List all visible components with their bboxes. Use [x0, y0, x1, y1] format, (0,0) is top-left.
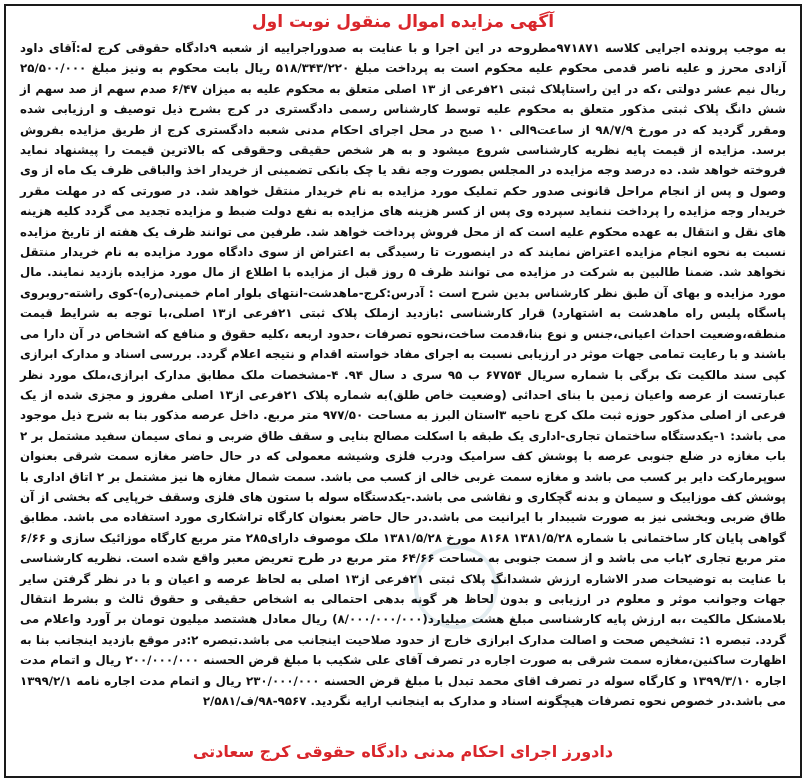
- notice-frame: [4, 4, 802, 778]
- notice-body: به موجب پرونده اجرایی کلاسه ۹۷۱۸۷۱مطروحه در این اجرا و با عنایت به صدوراجراییه از شعبه ۹دادگاه حقوقی کرج له:آقای داود آزادی محرز و علیه ناصر قدمی محکوم علیه محکوم است به پرداخت مبلغ ۵۱۸/۳۴۳/۲۲۰ ریال بابت محکوم به ونیز مبلغ ۲۵/۵۰۰/۰۰۰ ریال نیم عشر دولتی ،که در این راستاپلاک ثبتی ۲۱فرعی از ۱۳ اصلی متعلق به محکوم علیه به میزان ۶/۴۷ صدم سهم از صد سهم از شش دانگ پلاک ثبتی مذکور متعلق به محکوم علیه توسط کارشناس رسمی دادگستری در کرج بشرح ذیل توصیف و ارزیابی شده ومقرر گردید که در مورخ ۹۸/۷/۹ از ساعت۹الی ۱۰ صبح در محل اجرای احکام مدنی شعبه دادگستری کرج از طریق مزایده بفروش برسد. مزایده از قیمت پایه نظریه کارشناسی شروع میشود و به هر شخص حقیقی وحقوقی که بالاترین قیمت را پیشنهاد نماید فروخته خواهد شد. ده درصد وجه مزایده در المجلس بصورت وجه نقد یا چک بانکی تضمینی از خریدار اخذ والباقی ظرف یک ماه از وی وصول و پس از انجام مراحل قانونی صدور حکم تملیک مورد مزایده به نام خریدار منتقل خواهد شد. در صورتی که در مهلت مقرر خریدار وجه مزایده را پرداخت ننماید سپرده وی پس از کسر هزینه های مزایده به نفع دولت ضبط و مزایده تجدید می گردد کلیه هزینه های نقل و انتقال به عهده محکوم علیه است که از محل فروش پرداخت خواهد شد. طرفین می توانند ظرف یک هفته از تاریخ مزایده نسبت به نحوه انجام مزایده اعتراض نمایند که در اینصورت تا رسیدگی به اعتراض از سوی دادگاه مورد مزایده به نام خریدار منتقل نخواهد شد. ضمنا طالبین به شرکت در مزایده می توانند ظرف ۵ روز قبل از مزایده با اطلاع از مال مورد مزایده بازدید نمایند. مال مورد مزایده و بهای آن طبق نظر کارشناس بدین شرح است : آدرس:کرج-ماهدشت-انتهای بلوار امام خمینی(ره)-کوی راشته-روبروی پاسگاه پلیس راه ماهدشت به اشتهارد) قرار کارشناسی :بازدید ازملک پلاک ثبتی ۲۱فرعی از۱۳ اصلی،با توجه به شرایط قیمت منطقه،وضعیت احداث اعیانی،جنس و نوع بنا،قدمت ساخت،نحوه تصرفات ،حدود اربعه ،کلیه حقوق و منافع که اشخاص در آن دارا می باشند و با رعایت تمامی جهات موثر در ارزیابی نسبت به اجرای مفاد خواسته اقدام و نتیجه اعلام گردد. بررسی اسناد و مدارک ابرازی کپی سند مالکیت تک برگی با شماره سریال ۶۷۷۵۴ ب ۹۵ سری د سال ۹۴. ۴-مشخصات ملک مطابق مدارک ابرازی،ملک مورد نظر عبارتست از عرصه واعیان زمین با بنای احداثی (وضعیت خاص طلق)به شماره پلاک ۲۱فرعی از۱۳ اصلی مفروز و مجزی شده از یک فرعی از اصلی مذکور حوزه ثبت ملک کرج ناحیه ۳استان البرز به مساحت ۹۷۷/۵۰ متر مربع. داخل عرصه مذکور بنا به شرح ذیل موجود می باشد: ۱-یکدستگاه ساختمان تجاری-اداری یک طبقه با اسکلت مصالح بنایی و سقف طاق ضربی و نمای سیمان سفید مشتمل بر ۲ باب مغازه در ضلع جنوبی عرصه با پوشش کف سرامیک ودرب فلزی وشیشه معمولی که در حال حاضر مغازه سمت شرقی بعنوان سوپرمارکت دایر بر کسب می باشد و مغازه سمت غربی خالی از کسب می باشد. سمت شمال مغازه ها نیز مشتمل بر ۲ اتاق اداری با پوشش کف موزاییک و سیمان و بدنه گچکاری و نقاشی می باشد.-یکدستگاه سوله با ستون های فلزی وسقف خرپایی که بخشی از آن طاق ضربی وبخشی نیز به صورت شیبدار با ایرانیت می باشد.در حال حاضر بعنوان کارگاه تراشکاری مورد استفاده می باشد. مطابق گواهی پایان کار ساختمانی با شماره ۱۳۸۱/۵/۲۸ ۸۱۶۸ مورخ ۱۳۸۱/۵/۲۸ ملک موصوف دارای۲۸۵ متر مربع کارگاه موزائیک سازی و ۶/۶۶ متر مربع تجاری ۲باب می باشد و از سمت جنوبی به مساحت ۶۴/۶۶ متر مربع در طرح تعریض معبر واقع شده است. نظریه کارشناسی با عنایت به توضیحات صدر الاشاره ارزش ششدانگ پلاک ثبتی ۲۱فرعی از۱۳ اصلی به لحاظ عرصه و اعیان و با در نظر گرفتن سایر جهات وجوانب موثر و معلوم در ارزیابی و بدون لحاظ هر گونه بدهی احتمالی به اشخاص حقیقی و حقوق ثالث و بشرط انتقال بلامشکل مالکیت ،به ارزش پایه کارشناسی مبلغ هشت میلیارد(۸/۰۰۰/۰۰۰/۰۰۰) ریال معادل هشتصد میلیون تومان بر آورد واعلام می گردد. تبصره ۱: تشخیص صحت و اصالت مدارک ابرازی خارج از حدود صلاحیت اینجانب می باشد.تبصره ۲:در موقع بازدید اینجانب بنا به اظهارت ساکنین،مغازه سمت شرقی به صورت اجاره در تصرف آقای علی شکیب با مبلغ قرض الحسنه ۲۰۰/۰۰۰/۰۰۰ ریال و اتمام مدت اجاره ۱۳۹۹/۳/۱۰ و کارگاه سوله در تصرف اقای محمد تبدل با مبلغ قرض الحسنه ۲۳۰/۰۰۰/۰۰۰ ریال و اتمام مدت اجاره نامه ۱۳۹۹/۲/۱ می باشد.در خصوص نحوه تصرفات هیچگونه اسناد و مدارک به اینجانب ارایه نگردید. ۹۵۶۷-۹۸/ف/۲/۵۸۱: [20, 41, 787, 708]
- notice-signature: دادورز اجرای احکام مدنی دادگاه حقوقی کرج سعادتی: [192, 742, 614, 761]
- notice-title: آگهی مزایده اموال منقول نوبت اول: [251, 12, 555, 32]
